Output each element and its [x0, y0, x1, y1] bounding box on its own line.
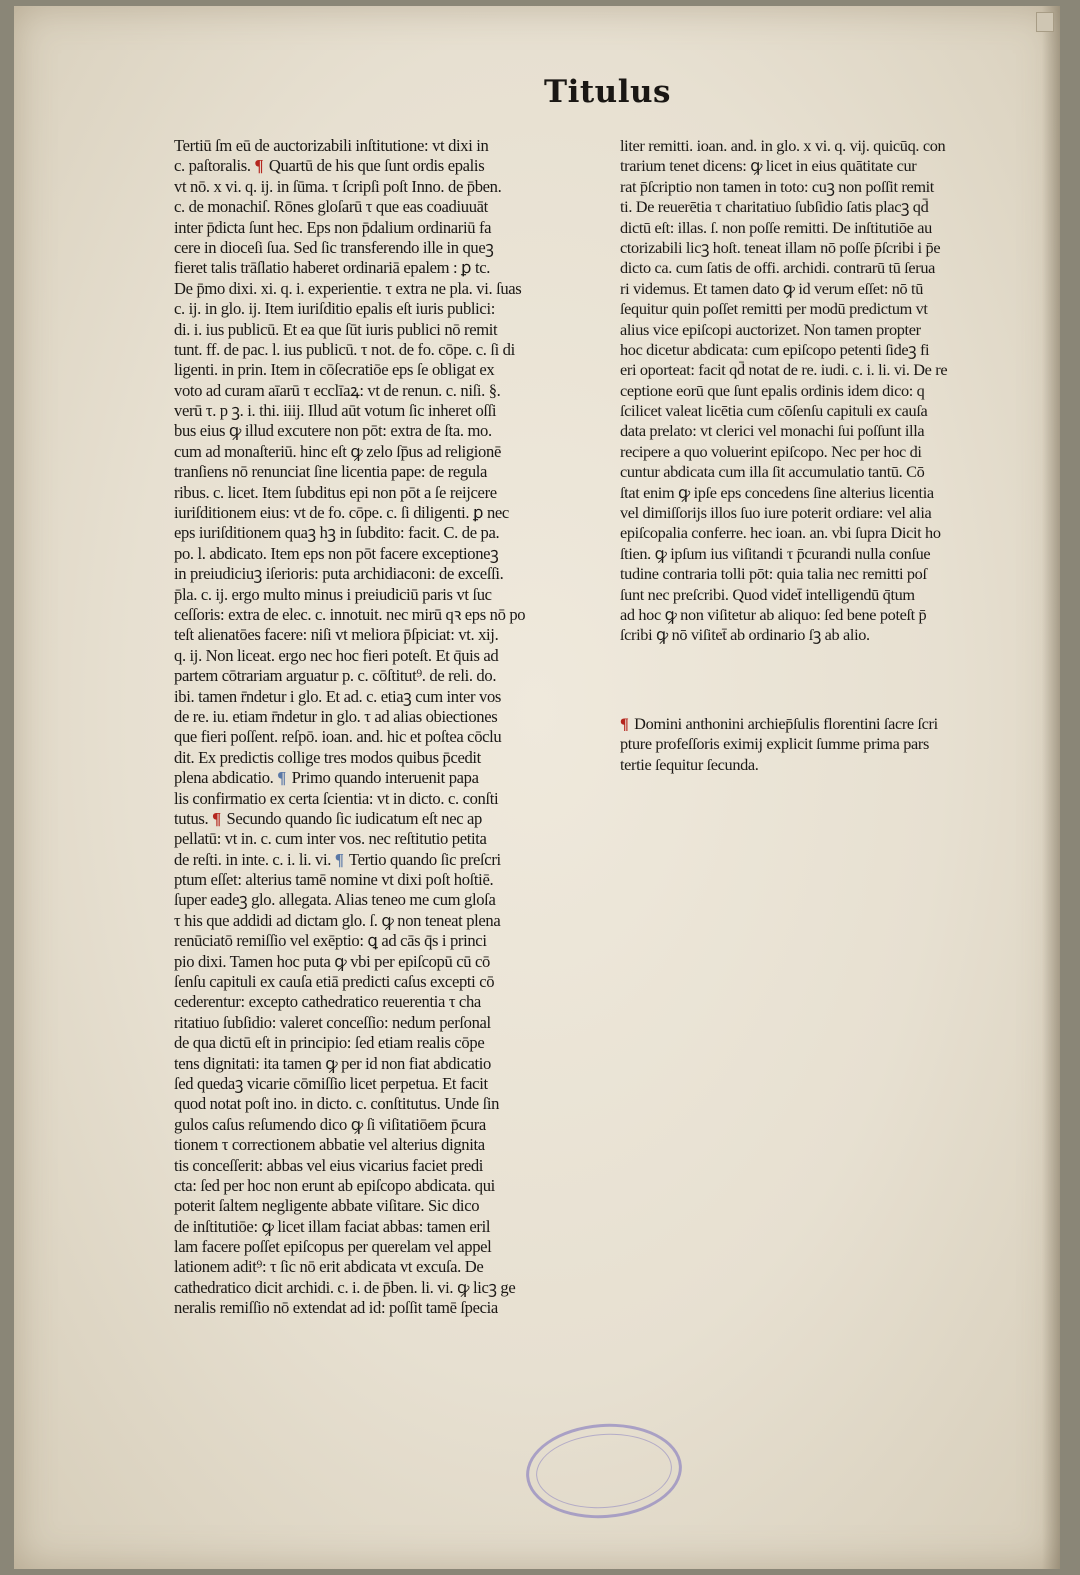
- left-column-line: Tertiū ſm eū de auctorizabili inſtitutione: vt dixi in: [174, 136, 489, 155]
- left-column-line: que fieri poſſent. reſpō. ioan. and. hic et poſtea cōclu: [174, 727, 502, 747]
- left-column-line: cederentur: excepto cathedratico reuerentia τ cha: [174, 992, 481, 1012]
- left-column-line: quod notat poſt ino. in dicto. c. conſtitutus. Unde ſin: [174, 1094, 500, 1114]
- stamp-inner-ring: [534, 1429, 675, 1512]
- left-column-line: cathedratico dicit archidi. c. i. de p̄ben. li. vi. ꝙ licꝫ ge: [174, 1277, 516, 1297]
- left-column-line: partem cōtrariam arguatur p. c. cōſtitut⁹. de reli. do.: [174, 666, 497, 686]
- left-column-line: cere in dioceſi ſua. Sed ſic transferendo ille in queꝫ: [174, 237, 494, 257]
- right-column-line: data prelato: vt clerici vel monachi ſui poſſunt illa: [620, 421, 925, 441]
- right-column-line: ſunt nec preſcribi. Quod videt̄ intelligendū q̄tum: [620, 584, 915, 604]
- running-title: Titulus: [544, 74, 671, 110]
- left-column-line: ſuper eadeꝫ glo. allegata. Alias teneo me cum gloſa: [174, 890, 496, 910]
- right-column-line: ri videmus. Et tamen dato ꝙ id verum eſſet: nō tū: [620, 278, 923, 298]
- left-column-line: c. de monachiſ. Rōnes gloſarū τ que eas coadiuuāt: [174, 197, 488, 217]
- left-column-line: cum ad monaſteriū. hinc eſt ꝙ zelo ſp̄us ad religionē: [174, 441, 501, 461]
- right-column-line: ſtat enim ꝙ ipſe eps concedens ſine alterius licentia: [620, 482, 934, 502]
- paragraph-mark: ¶: [254, 156, 264, 176]
- left-column-line: tunt. ff. de pac. l. ius publicū. τ not. de fo. cōpe. c. ſi di: [174, 339, 515, 359]
- left-column-line: teſt alienatōes facere: niſi vt meliora p̄ſpiciat: vt. xij.: [174, 625, 499, 645]
- left-column-line: renūciatō remiſſio vel exēptio: ꝗ ad cās q̄s i princi: [174, 931, 487, 951]
- left-column-line: po. l. abdicato. Item eps non pōt facere exceptioneꝫ: [174, 543, 499, 563]
- right-column-line: ctorizabili licꝫ hoſt. teneat illam nō poſſe p̄ſcribi i p̄e: [620, 237, 941, 257]
- right-column-line: tudine contraria tolli pōt: quia talia nec remitti poſ: [620, 564, 927, 584]
- left-column-line: pellatū: vt in. c. cum inter vos. nec reſtitutio petita: [174, 829, 487, 849]
- left-column-line: inter p̄dicta ſunt hec. Eps non p̄dalium ordinariū fa: [174, 217, 492, 237]
- left-column-line: fieret talis trāſlatio haberet ordinariā epalem : ꝑ tc.: [174, 258, 491, 278]
- right-column-line: ſequitur quin poſſet remitti per modū predictum vt: [620, 299, 928, 319]
- left-column-line: τ his que addidi ad dictam glo. ſ. ꝙ non teneat plena: [174, 910, 501, 930]
- left-column-line: vt nō. x vi. q. ij. in ſūma. τ ſcripſi poſt Inno. de p̄ben.: [174, 176, 502, 196]
- left-column-line: pio dixi. Tamen hoc puta ꝙ vbi per epiſcopū cū cō: [174, 951, 490, 971]
- left-column-line: ceſſoris: extra de elec. c. innotuit. nec mirū qꝛ eps nō po: [174, 604, 526, 624]
- left-column-line: tranſiens nō renunciat ſine licentia pape: de regula: [174, 462, 488, 482]
- right-column-line: dicto ca. cum ſatis de offi. archidi. contrarū tū ſerua: [620, 258, 935, 278]
- left-text-column: [174, 136, 606, 1319]
- right-column-line: hoc dicetur abdicata: cum epiſcopo petenti ſideꝫ fi: [620, 339, 930, 359]
- left-column-line: in preiudiciuꝫ iſerioris: puta archidiaconi: de exceſſi.: [174, 564, 504, 584]
- left-column-line: voto ad curam aīarū τ ecclīaꝝ: vt de renun. c. niſi. §.: [174, 380, 501, 400]
- left-column-line: di. i. ius publicū. Et ea que ſūt iuris publici nō remit: [174, 319, 498, 339]
- right-column-line: trarium tenet dicens: ꝙ licet in eius quātitate cur: [620, 156, 917, 176]
- right-column-line: ſcribi ꝙ nō viſitet̄ ab ordinario ſꝫ ab alio.: [620, 625, 870, 645]
- right-column-line: ad hoc ꝙ non viſitetur ab aliquo: ſed bene poteſt p̄: [620, 604, 927, 624]
- left-column-line: verū τ. p ꝫ. i. thi. iiij. Illud aūt votum ſic inheret oſſi: [174, 401, 497, 421]
- left-column-line: c. paſtoralis. ¶ Quartū de his que ſunt ordis epalis: [174, 156, 485, 176]
- right-column-line: ſcilicet valeat licētia cum cōſenſu capituli ex cauſa: [620, 401, 928, 421]
- right-column-line: vel dimiſſorijs illos ſuo iure poterit ordiare: vel alia: [620, 503, 932, 523]
- left-column-line: ribus. c. licet. Item ſubditus epi non pōt a ſe reijcere: [174, 482, 497, 502]
- colophon-line: ¶ Domini anthonini archiep̄ſulis florentini ſacre ſcri: [620, 714, 938, 733]
- left-column-line: tutus. ¶ Secundo quando ſic iudicatum eſt nec ap: [174, 808, 483, 828]
- right-column-line: dictū eſt: illas. ſ. non poſſe remitti. De inſtitutiōe au: [620, 217, 932, 237]
- left-column-line: lam facere poſſet epiſcopus per querelam vel appel: [174, 1237, 492, 1257]
- right-column-line: epiſcopalia conferre. hec ioan. an. vbi ſupra Dicit ho: [620, 523, 941, 543]
- right-column-line: recipere a quo voluerint epiſcopo. Nec per hoc di: [620, 441, 922, 461]
- left-column-line: ibi. tamen r̄ndetur i glo. Et ad. c. etiaꝫ cum inter vos: [174, 686, 502, 706]
- right-column-line: liter remitti. ioan. and. in glo. x vi. q. vij. quicūq. con: [620, 136, 946, 155]
- colophon-line: pture profeſſoris eximij explicit ſumme prima pars: [620, 734, 929, 754]
- corner-tab: [1036, 12, 1054, 32]
- left-column-line: lis confirmatio ex certa ſcientia: vt in dicto. c. conſti: [174, 788, 499, 808]
- paragraph-mark: ¶: [212, 808, 221, 828]
- left-column-line: ſenſu capituli ex cauſa etiā predicti caſus excepti cō: [174, 972, 495, 992]
- left-column-line: de reſti. in inte. c. i. li. vi. ¶ Tertio quando ſic preſcri: [174, 849, 501, 869]
- left-column-line: tis conceſſerit: abbas vel eius vicarius faciet predi: [174, 1155, 484, 1175]
- left-column-line: ritatiuo ſubſidio: valeret conceſſio: nedum perſonal: [174, 1012, 491, 1032]
- right-column-line: ceptione eorū que ſunt epalis ordinis idem dico: q: [620, 380, 925, 400]
- colophon-line: tertie ſequitur ſecunda.: [620, 754, 759, 774]
- left-column-line: neralis remiſſio nō extendat ad id: poſſit tamē ſpecia: [174, 1298, 498, 1318]
- left-column-line: de re. iu. etiam r̄ndetur in glo. τ ad alias obiectiones: [174, 706, 498, 726]
- left-column-line: de inſtitutiōe: ꝙ licet illam faciat abbas: tamen eril: [174, 1216, 491, 1236]
- left-column-line: bus eius ꝙ illud excutere non pōt: extra de ſta. mo.: [174, 421, 492, 441]
- paragraph-mark: ¶: [334, 849, 344, 869]
- left-column-line: tens dignitati: ita tamen ꝙ per id non fiat abdicatio: [174, 1053, 491, 1073]
- left-column-line: de qua dictū eſt in principio: ſed etiam realis cōpe: [174, 1033, 485, 1053]
- left-column-line: iuriſditionem eius: vt de fo. cōpe. c. ſi diligenti. ꝑ nec: [174, 503, 509, 523]
- colophon: [620, 714, 1020, 775]
- right-column-line: rat p̄ſcriptio non tamen in toto: cuꝫ non poſſit remit: [620, 176, 934, 196]
- paragraph-mark: ¶: [277, 768, 286, 788]
- left-column-line: tionem τ correctionem abbatie vel alterius dignita: [174, 1135, 485, 1155]
- manuscript-page: [14, 6, 1060, 1569]
- page-edge-shadow: [1042, 6, 1060, 1569]
- right-text-column: [620, 136, 1008, 646]
- right-column-line: eri oporteat: facit qd̄ notat de re. iudi. c. i. li. vi. De re: [620, 360, 948, 380]
- left-column-line: lationem adit⁹: τ ſic nō erit abdicata vt excuſa. De: [174, 1257, 484, 1277]
- left-column-line: ſed quedaꝫ vicarie cōmiſſio licet perpetua. Et facit: [174, 1073, 488, 1093]
- right-column-line: cuntur abdicata cum illa ſit accumulatio tantū. Cō: [620, 462, 925, 482]
- library-stamp: [523, 1419, 685, 1524]
- left-column-line: gulos caſus reſumendo dico ꝙ ſi viſitatiōem p̄cura: [174, 1114, 486, 1134]
- left-column-line: ligenti. in prin. Item in cōſecratiōe eps ſe obligat ex: [174, 360, 495, 380]
- left-column-line: eps iuriſditionem quaꝫ hꝫ in ſubdito: facit. C. de pa.: [174, 523, 500, 543]
- left-column-line: poterit ſaltem negligente abbate viſitare. Sic dico: [174, 1196, 480, 1216]
- left-column-line: p̄la. c. ij. ergo multo minus i preiudiciū paris vt ſuc: [174, 584, 492, 604]
- left-column-line: cta: ſed per hoc non erunt ab epiſcopo abdicata. qui: [174, 1175, 495, 1195]
- left-column-line: q. ij. Non liceat. ergo nec hoc fieri poteſt. Et q̄uis ad: [174, 645, 499, 665]
- paragraph-mark: ¶: [620, 714, 629, 733]
- right-column-line: ti. De reuerētia τ charitatiuo ſubſidio ſatis placꝫ qd̄: [620, 197, 929, 217]
- left-column-line: plena abdicatio. ¶ Primo quando interuenit papa: [174, 768, 479, 788]
- right-column-line: alius vice epiſcopi auctorizet. Non tamen propter: [620, 319, 921, 339]
- left-column-line: ptum eſſet: alterius tamē nomine vt dixi poſt hoſtiē.: [174, 870, 494, 890]
- left-column-line: De p̄mo dixi. xi. q. i. experientie. τ extra ne pla. vi. ſuas: [174, 278, 522, 298]
- left-column-line: c. ij. in glo. ij. Item iuriſditio epalis eſt iuris publici:: [174, 299, 495, 319]
- left-column-line: dit. Ex predictis collige tres modos quibus p̄cedit: [174, 747, 481, 767]
- right-column-line: ſtien. ꝙ ipſum ius viſitandi τ p̄curandi nulla conſue: [620, 543, 931, 563]
